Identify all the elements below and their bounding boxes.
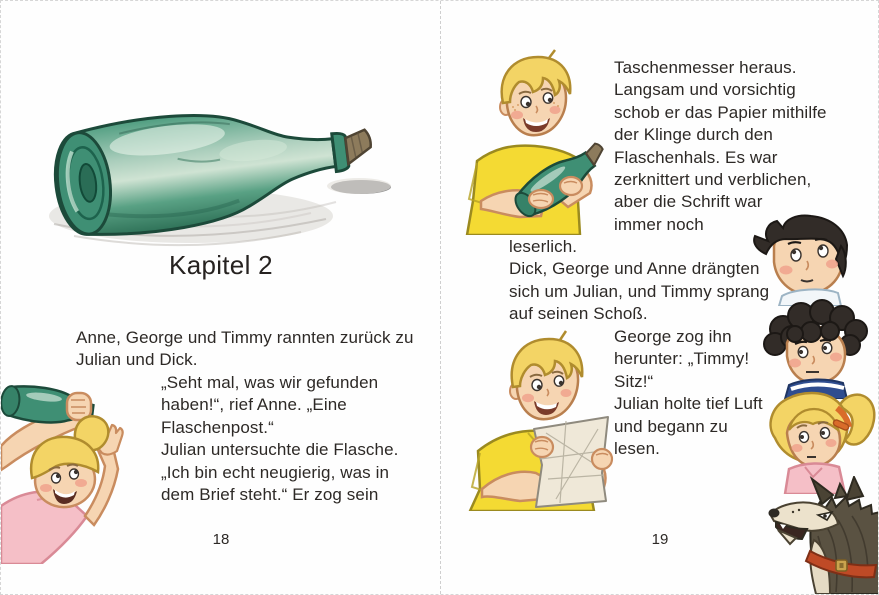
text-line: schob er das Papier mithilfe — [614, 102, 827, 122]
george-portrait-illustration — [753, 299, 879, 399]
right-page-paragraph-bottom — [614, 326, 763, 460]
right-page-paragraph-middle — [509, 236, 769, 326]
page-gutter-divider — [440, 1, 441, 594]
text-line: haben!“, rief Anne. „Eine — [161, 395, 347, 415]
text-line: leserlich. — [509, 237, 578, 256]
julian-paper-illustration — [456, 329, 638, 511]
text-line: herunter: „Timmy! — [614, 349, 750, 369]
text-line: Julian untersuchte die Flasche. — [161, 440, 399, 460]
text-line: sich um Julian, und Timmy sprang — [509, 281, 770, 301]
text-line: Anne, George und Timmy rannten zurück zu — [76, 328, 414, 347]
text-line: lesen. — [614, 439, 660, 459]
text-line: „Ich bin echt neugierig, was in — [161, 462, 390, 482]
text-line: aber die Schrift war — [614, 192, 763, 212]
text-line: und begann zu — [614, 416, 728, 436]
text-line: der Klinge durch den — [614, 125, 773, 145]
text-line: Dick, George und Anne drängten — [509, 259, 760, 279]
text-line: Flaschenpost.“ — [161, 417, 274, 437]
bottle-illustration — [29, 83, 397, 259]
text-line: zerknittert und verblichen, — [614, 170, 812, 190]
text-line: Taschenmesser heraus. — [614, 58, 797, 77]
chapter-heading: Kapitel 2 — [169, 250, 273, 280]
text-line: Julian holte tief Luft — [614, 394, 763, 414]
text-line: Flaschenhals. Es war — [614, 147, 778, 167]
left-page-paragraph-intro — [76, 327, 414, 372]
left-page-paragraph-indented — [161, 372, 398, 506]
page-number-right: 19 — [651, 531, 669, 548]
text-line: Julian und Dick. — [76, 350, 198, 370]
page-number-left: 18 — [212, 531, 230, 548]
text-line: George zog ihn — [614, 327, 732, 346]
text-line: dem Brief steht.“ Er zog sein — [161, 485, 379, 505]
text-line: „Seht mal, was wir gefunden — [161, 373, 379, 392]
text-line: immer noch — [614, 214, 704, 234]
right-page-paragraph-top — [614, 57, 827, 236]
dick-portrait-illustration — [746, 214, 878, 306]
text-line: auf seinen Schoß. — [509, 304, 648, 324]
julian-bottle-illustration — [459, 49, 615, 235]
text-line: Langsam und vorsichtig — [614, 80, 796, 100]
text-line: Sitz!“ — [614, 371, 654, 391]
